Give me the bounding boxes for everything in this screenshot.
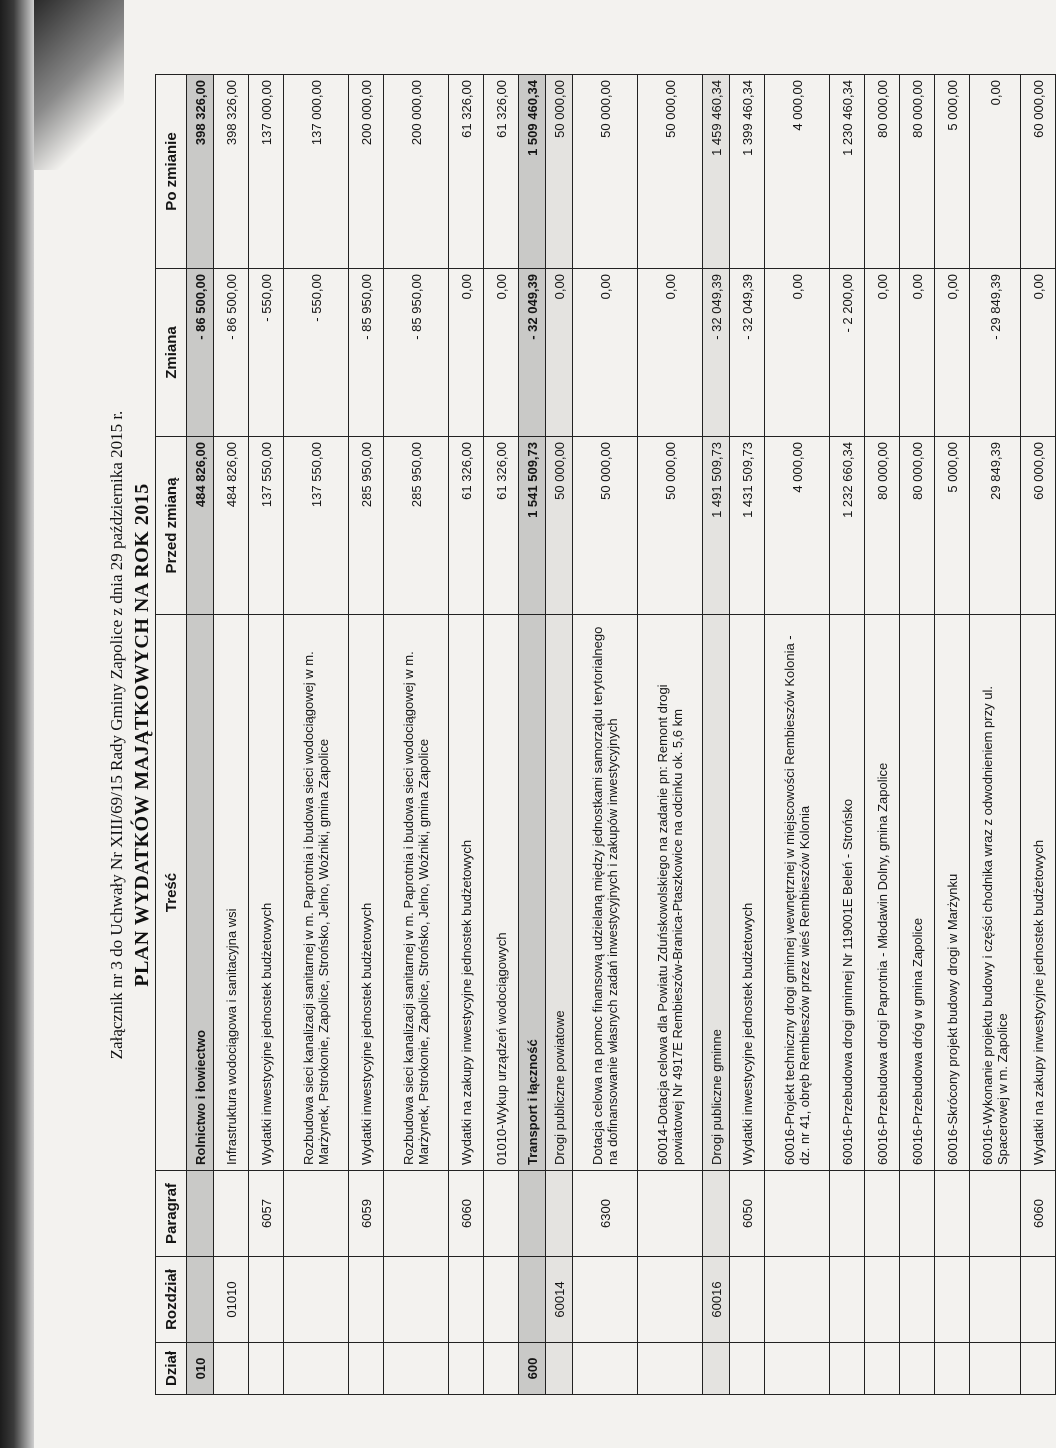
cell-rozdzial <box>449 1257 484 1343</box>
cell-dzial: 600 <box>519 1343 546 1395</box>
cell-paragraf <box>865 1171 900 1257</box>
table-row <box>1021 75 1056 1395</box>
cell-zmiana: - 85 950,00 <box>349 269 384 437</box>
cell-po: 200 000,00 <box>384 75 449 269</box>
cell-rozdzial <box>484 1257 519 1343</box>
cell-dzial <box>935 1343 970 1395</box>
table-row <box>214 75 249 1395</box>
col-header-przed: Przed zmianą <box>156 437 187 615</box>
cell-tresc: Rozbudowa sieci kanalizacji sanitarnej w m. Paprotnia i budowa sieci wodociągowej w m. Marżynek, Pstrokonie, Zapolice, Strońsko, Jelno, Woźniki, gmina Zapolice <box>284 615 349 1171</box>
table-row <box>638 75 703 1395</box>
table-row <box>935 75 970 1395</box>
cell-rozdzial <box>573 1257 638 1343</box>
cell-po: 137 000,00 <box>249 75 284 269</box>
cell-dzial <box>349 1343 384 1395</box>
cell-po: 1 230 460,34 <box>830 75 865 269</box>
cell-zmiana: - 550,00 <box>284 269 349 437</box>
scan-dark-edge <box>0 0 34 1448</box>
cell-rozdzial: 60016 <box>703 1257 730 1343</box>
cell-paragraf: 6059 <box>349 1171 384 1257</box>
cell-zmiana: 0,00 <box>546 269 573 437</box>
cell-przed: 1 431 509,73 <box>730 437 765 615</box>
cell-paragraf <box>187 1171 214 1257</box>
cell-paragraf <box>935 1171 970 1257</box>
document-subtitle: Załącznik nr 3 do Uchwały Nr XIII/69/15 Rady Gminy Zapolice z dnia 29 października 2015 r. <box>107 410 126 1060</box>
cell-tresc: 60016-Przebudowa drogi Paprotnia - Młodawin Dolny, gmina Zapolice <box>865 615 900 1171</box>
cell-tresc: 01010-Wykup urządzeń wodociągowych <box>484 615 519 1171</box>
cell-przed: 5 000,00 <box>935 437 970 615</box>
cell-przed: 1 491 509,73 <box>703 437 730 615</box>
cell-zmiana: 0,00 <box>900 269 935 437</box>
cell-dzial <box>546 1343 573 1395</box>
table-row <box>519 75 546 1395</box>
cell-paragraf: 6057 <box>249 1171 284 1257</box>
cell-przed: 137 550,00 <box>249 437 284 615</box>
table-row <box>384 75 449 1395</box>
cell-paragraf <box>970 1171 1021 1257</box>
cell-rozdzial <box>1021 1257 1056 1343</box>
expenditure-table <box>155 74 1056 1395</box>
table-row <box>730 75 765 1395</box>
cell-przed: 61 326,00 <box>449 437 484 615</box>
cell-tresc: Infrastruktura wodociągowa i sanitacyjna wsi <box>214 615 249 1171</box>
table-row <box>484 75 519 1395</box>
cell-zmiana: 0,00 <box>765 269 830 437</box>
cell-zmiana: - 86 500,00 <box>187 269 214 437</box>
cell-po: 137 000,00 <box>284 75 349 269</box>
cell-dzial <box>384 1343 449 1395</box>
cell-rozdzial <box>865 1257 900 1343</box>
cell-dzial <box>900 1343 935 1395</box>
table-row <box>900 75 935 1395</box>
rotated-page <box>105 75 1046 1395</box>
cell-przed: 484 826,00 <box>187 437 214 615</box>
cell-paragraf <box>519 1171 546 1257</box>
table-row <box>830 75 865 1395</box>
cell-rozdzial <box>519 1257 546 1343</box>
cell-po: 50 000,00 <box>573 75 638 269</box>
cell-przed: 29 849,39 <box>970 437 1021 615</box>
cell-po: 4 000,00 <box>765 75 830 269</box>
table-row <box>187 75 214 1395</box>
cell-rozdzial <box>284 1257 349 1343</box>
cell-tresc: 60016-Wykonanie projektu budowy i części chodnika wraz z odwodnieniem przy ul. Spacerowej w m. Zapolice <box>970 615 1021 1171</box>
cell-dzial <box>1021 1343 1056 1395</box>
cell-przed: 4 000,00 <box>765 437 830 615</box>
cell-przed: 1 541 509,73 <box>519 437 546 615</box>
cell-tresc: Wydatki inwestycyjne jednostek budżetowych <box>730 615 765 1171</box>
cell-tresc: Transport i łączność <box>519 615 546 1171</box>
cell-paragraf <box>284 1171 349 1257</box>
cell-tresc: 60014-Dotacja celowa dla Powiatu Zduńskowolskiego na zadanie pn: Remont drogi powiatowej Nr 4917E Rembieszów-Branica-Ptaszkowice na odcinku ok. 5,6 km <box>638 615 703 1171</box>
cell-po: 5 000,00 <box>935 75 970 269</box>
cell-przed: 60 000,00 <box>1021 437 1056 615</box>
cell-paragraf <box>638 1171 703 1257</box>
cell-dzial <box>249 1343 284 1395</box>
cell-rozdzial <box>384 1257 449 1343</box>
cell-tresc: Drogi publiczne gminne <box>703 615 730 1171</box>
cell-rozdzial <box>765 1257 830 1343</box>
cell-dzial <box>449 1343 484 1395</box>
cell-dzial <box>484 1343 519 1395</box>
cell-rozdzial <box>187 1257 214 1343</box>
cell-dzial <box>284 1343 349 1395</box>
cell-przed: 484 826,00 <box>214 437 249 615</box>
cell-dzial <box>765 1343 830 1395</box>
cell-zmiana: - 85 950,00 <box>384 269 449 437</box>
cell-zmiana: 0,00 <box>449 269 484 437</box>
cell-paragraf: 6060 <box>1021 1171 1056 1257</box>
cell-zmiana: - 32 049,39 <box>703 269 730 437</box>
cell-przed: 137 550,00 <box>284 437 349 615</box>
cell-paragraf: 6300 <box>573 1171 638 1257</box>
cell-zmiana: - 32 049,39 <box>519 269 546 437</box>
cell-przed: 80 000,00 <box>900 437 935 615</box>
cell-rozdzial <box>349 1257 384 1343</box>
cell-rozdzial <box>935 1257 970 1343</box>
cell-paragraf: 6060 <box>449 1171 484 1257</box>
cell-paragraf <box>214 1171 249 1257</box>
table-row <box>573 75 638 1395</box>
cell-po: 398 326,00 <box>214 75 249 269</box>
cell-zmiana: - 86 500,00 <box>214 269 249 437</box>
cell-rozdzial: 01010 <box>214 1257 249 1343</box>
cell-dzial <box>970 1343 1021 1395</box>
table-row <box>865 75 900 1395</box>
cell-paragraf <box>384 1171 449 1257</box>
col-header-tresc: Treść <box>156 615 187 1171</box>
cell-tresc: Wydatki na zakupy inwestycyjne jednostek budżetowych <box>449 615 484 1171</box>
cell-po: 61 326,00 <box>449 75 484 269</box>
cell-rozdzial <box>730 1257 765 1343</box>
cell-dzial <box>830 1343 865 1395</box>
cell-przed: 285 950,00 <box>384 437 449 615</box>
cell-paragraf <box>900 1171 935 1257</box>
cell-tresc: 60016-Przebudowa dróg w gmina Zapolice <box>900 615 935 1171</box>
cell-tresc: Wydatki na zakupy inwestycyjne jednostek budżetowych <box>1021 615 1056 1171</box>
table-row <box>765 75 830 1395</box>
cell-rozdzial <box>830 1257 865 1343</box>
cell-przed: 1 232 660,34 <box>830 437 865 615</box>
cell-zmiana: 0,00 <box>638 269 703 437</box>
cell-przed: 50 000,00 <box>638 437 703 615</box>
cell-po: 80 000,00 <box>900 75 935 269</box>
table-header-row <box>156 75 187 1395</box>
table-row <box>349 75 384 1395</box>
cell-przed: 61 326,00 <box>484 437 519 615</box>
cell-po: 61 326,00 <box>484 75 519 269</box>
cell-po: 1 459 460,34 <box>703 75 730 269</box>
cell-dzial: 010 <box>187 1343 214 1395</box>
cell-paragraf <box>830 1171 865 1257</box>
table-row <box>970 75 1021 1395</box>
col-header-po: Po zmianie <box>156 75 187 269</box>
cell-przed: 50 000,00 <box>546 437 573 615</box>
cell-tresc: Wydatki inwestycyjne jednostek budżetowych <box>249 615 284 1171</box>
cell-tresc: Wydatki inwestycyjne jednostek budżetowych <box>349 615 384 1171</box>
cell-przed: 50 000,00 <box>573 437 638 615</box>
cell-po: 50 000,00 <box>638 75 703 269</box>
cell-po: 60 000,00 <box>1021 75 1056 269</box>
cell-paragraf <box>484 1171 519 1257</box>
document-title: PLAN WYDATKÓW MAJĄTKOWYCH NA ROK 2015 <box>131 483 153 987</box>
cell-zmiana: 0,00 <box>573 269 638 437</box>
col-header-dzial: Dział <box>156 1343 187 1395</box>
cell-paragraf <box>765 1171 830 1257</box>
cell-rozdzial <box>638 1257 703 1343</box>
cell-paragraf <box>703 1171 730 1257</box>
cell-tresc: Rozbudowa sieci kanalizacji sanitarnej w m. Paprotnia i budowa sieci wodociągowej w m. Marżynek, Pstrokonie, Zapolice, Strońsko, Jelno, Woźniki, gmina Zapolice <box>384 615 449 1171</box>
cell-po: 0,00 <box>970 75 1021 269</box>
cell-zmiana: 0,00 <box>935 269 970 437</box>
cell-rozdzial: 60014 <box>546 1257 573 1343</box>
cell-tresc: 60016-Przebudowa drogi gminnej Nr 119001E Beleń - Strońsko <box>830 615 865 1171</box>
cell-dzial <box>573 1343 638 1395</box>
cell-po: 1 399 460,34 <box>730 75 765 269</box>
cell-zmiana: 0,00 <box>1021 269 1056 437</box>
cell-dzial <box>730 1343 765 1395</box>
col-header-rozdzial: Rozdział <box>156 1257 187 1343</box>
cell-rozdzial <box>249 1257 284 1343</box>
cell-zmiana: - 550,00 <box>249 269 284 437</box>
cell-zmiana: 0,00 <box>865 269 900 437</box>
cell-tresc: Dotacja celowa na pomoc finansową udzielaną między jednostkami samorządu terytorialnego na dofinansowanie własnych zadań inwestycyjnych i zakupów inwestycyjnych <box>573 615 638 1171</box>
cell-zmiana: - 29 849,39 <box>970 269 1021 437</box>
cell-po: 200 000,00 <box>349 75 384 269</box>
cell-tresc: Rolnictwo i łowiectwo <box>187 615 214 1171</box>
cell-tresc: 60016-Skrócony projekt budowy drogi w Marżynku <box>935 615 970 1171</box>
document-heading <box>105 75 155 1395</box>
table-row <box>449 75 484 1395</box>
cell-przed: 80 000,00 <box>865 437 900 615</box>
cell-zmiana: - 32 049,39 <box>730 269 765 437</box>
cell-rozdzial <box>970 1257 1021 1343</box>
col-header-paragraf: Paragraf <box>156 1171 187 1257</box>
table-row <box>703 75 730 1395</box>
table-row <box>284 75 349 1395</box>
cell-po: 398 326,00 <box>187 75 214 269</box>
cell-po: 50 000,00 <box>546 75 573 269</box>
cell-paragraf: 6050 <box>730 1171 765 1257</box>
cell-rozdzial <box>900 1257 935 1343</box>
cell-przed: 285 950,00 <box>349 437 384 615</box>
col-header-zmiana: Zmiana <box>156 269 187 437</box>
cell-zmiana: 0,00 <box>484 269 519 437</box>
cell-paragraf <box>546 1171 573 1257</box>
cell-dzial <box>214 1343 249 1395</box>
table-row <box>546 75 573 1395</box>
cell-po: 1 509 460,34 <box>519 75 546 269</box>
cell-dzial <box>703 1343 730 1395</box>
table-row <box>249 75 284 1395</box>
cell-dzial <box>638 1343 703 1395</box>
cell-tresc: 60016-Projekt techniczny drogi gminnej wewnętrznej w miejscowości Rembieszów Kolonia - dz. nr 41, obręb Rembieszów przez wieś Rembieszów Kolonia <box>765 615 830 1171</box>
cell-tresc: Drogi publiczne powiatowe <box>546 615 573 1171</box>
cell-zmiana: - 2 200,00 <box>830 269 865 437</box>
cell-po: 80 000,00 <box>865 75 900 269</box>
cell-dzial <box>865 1343 900 1395</box>
